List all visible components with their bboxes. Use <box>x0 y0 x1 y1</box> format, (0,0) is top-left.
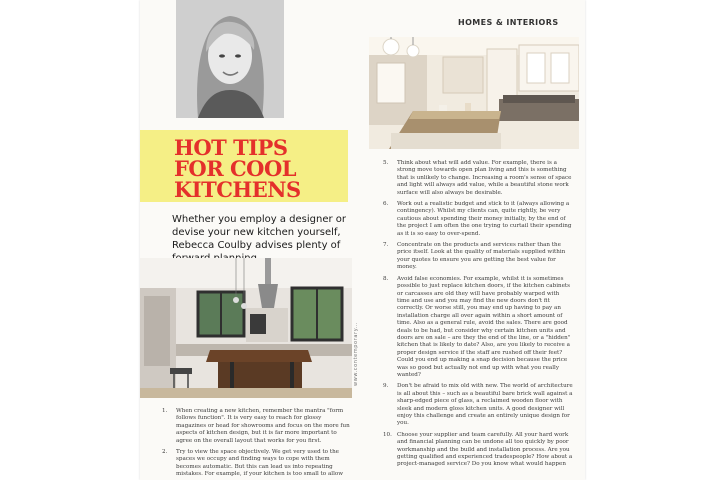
tip-number: 6. <box>383 201 389 208</box>
tip-text: Work out a realistic budget and stick to it (always allowing a contingency). Whilst my clients can, quite rightly, be very cautious about spending their money initially, by the end of the project I am often the one trying to curtail their spending as it is so easy to over-spend. <box>397 201 572 237</box>
tip-item <box>383 276 573 380</box>
tip-text: Concentrate on the products and services rather than the price itself. Look at the quality of materials supplied within your quotes to ensure you are getting the best value for money. <box>397 242 566 271</box>
title-line-2: FOR COOL <box>174 156 297 181</box>
tip-number: 5. <box>383 160 389 166</box>
title-line-3: KITCHENS <box>174 177 301 202</box>
title-line-1: HOT TIPS <box>174 135 288 160</box>
kitchen-island-image <box>369 37 579 149</box>
tips-list-right <box>383 160 573 469</box>
tip-number: 7. <box>383 242 389 249</box>
kitchen-photo-left <box>140 258 352 398</box>
article-title <box>140 130 348 202</box>
tip-number: 1. <box>162 408 168 414</box>
tip-number: 8. <box>383 275 389 282</box>
kitchen-photo-top <box>369 37 579 149</box>
standfirst: Whether you employ a designer or devise your new kitchen yourself, Rebecca Coulby advises plenty of <box>172 214 347 251</box>
author-photo-image <box>176 0 284 118</box>
tips-column-right <box>383 160 573 473</box>
photo-credit: www.contemporary... <box>353 321 359 386</box>
tip-number: 10. <box>383 431 392 438</box>
tip-text: Don't be afraid to mix old with new. The world of architecture is all about this – such as a beautiful bare brick wall against a sharp-edged piece of glass, a reclaimed wooden floor with sleek and modern gloss kitchen units. A good designer will enjoy this challenge and create an entirely unique design for you. <box>397 383 573 427</box>
tip-item <box>383 242 573 272</box>
tip-item <box>162 449 350 479</box>
tip-number: 9. <box>383 383 389 390</box>
tip-text: Choose your supplier and team carefully. All your hard work and financial planning can be undone all too quickly by poor workmanship and the build and installation process. Are you getting qualified and experienced tradespeople? How about a project-managed service? Do you know what would happen <box>397 431 573 468</box>
tip-text: Think about what will add value. For example, there is a strong move towards open plan living and this is something that is unlikely to change. Increasing a room's sense of space and light will always add value, while a beautiful stone work surface will also always be desirable. <box>397 160 572 196</box>
tips-column-left <box>162 408 350 480</box>
tip-item <box>162 408 350 445</box>
magazine-page <box>140 0 585 480</box>
tip-item <box>383 160 573 197</box>
tip-text: Try to view the space objectively. We get very used to the spaces we occupy and finding ways to cope with them becomes automatic. But this can lead us into repeating mistakes. For example, if your kitchen is too small to allow <box>176 449 344 478</box>
section-title: HOMES & INTERIORS <box>458 18 559 27</box>
tip-text: Avoid false economies. For example, whilst it is sometimes possible to just replace kitchen doors, if the kitchen cabinets or carcasses are old they will have probably warped with time and use and you may find the new doors don't fit correctly. Or worse still, you may end up having to pay an installation charge all over again within a short amount of time. Also as a general rule, avoid the sales. There are good deals to be had, but consider why certain kitchen units and doors are on sale – are they the end of the line, or a "hidden" kitchen that is likely to date? Also, are you likely to receive a proper design service if the staff are rushed off their feet? Could you end up making a snap decision because the price was so good but actually not end up with what you really wanted? <box>397 275 571 378</box>
tip-item <box>383 201 573 238</box>
tip-text: When creating a new kitchen, remember the mantra "form follows function". It is very easy to reach for glossy magazines or head for showrooms and focus on the more fun aspects of kitchen design, but it is far more important to agree on the overall layout that works for you first. <box>176 408 350 444</box>
tip-item <box>383 432 573 469</box>
tip-item <box>383 383 573 427</box>
author-portrait <box>176 0 284 118</box>
tips-list-left <box>162 408 350 479</box>
tip-number: 2. <box>162 449 168 456</box>
open-plan-kitchen-image <box>140 258 352 398</box>
